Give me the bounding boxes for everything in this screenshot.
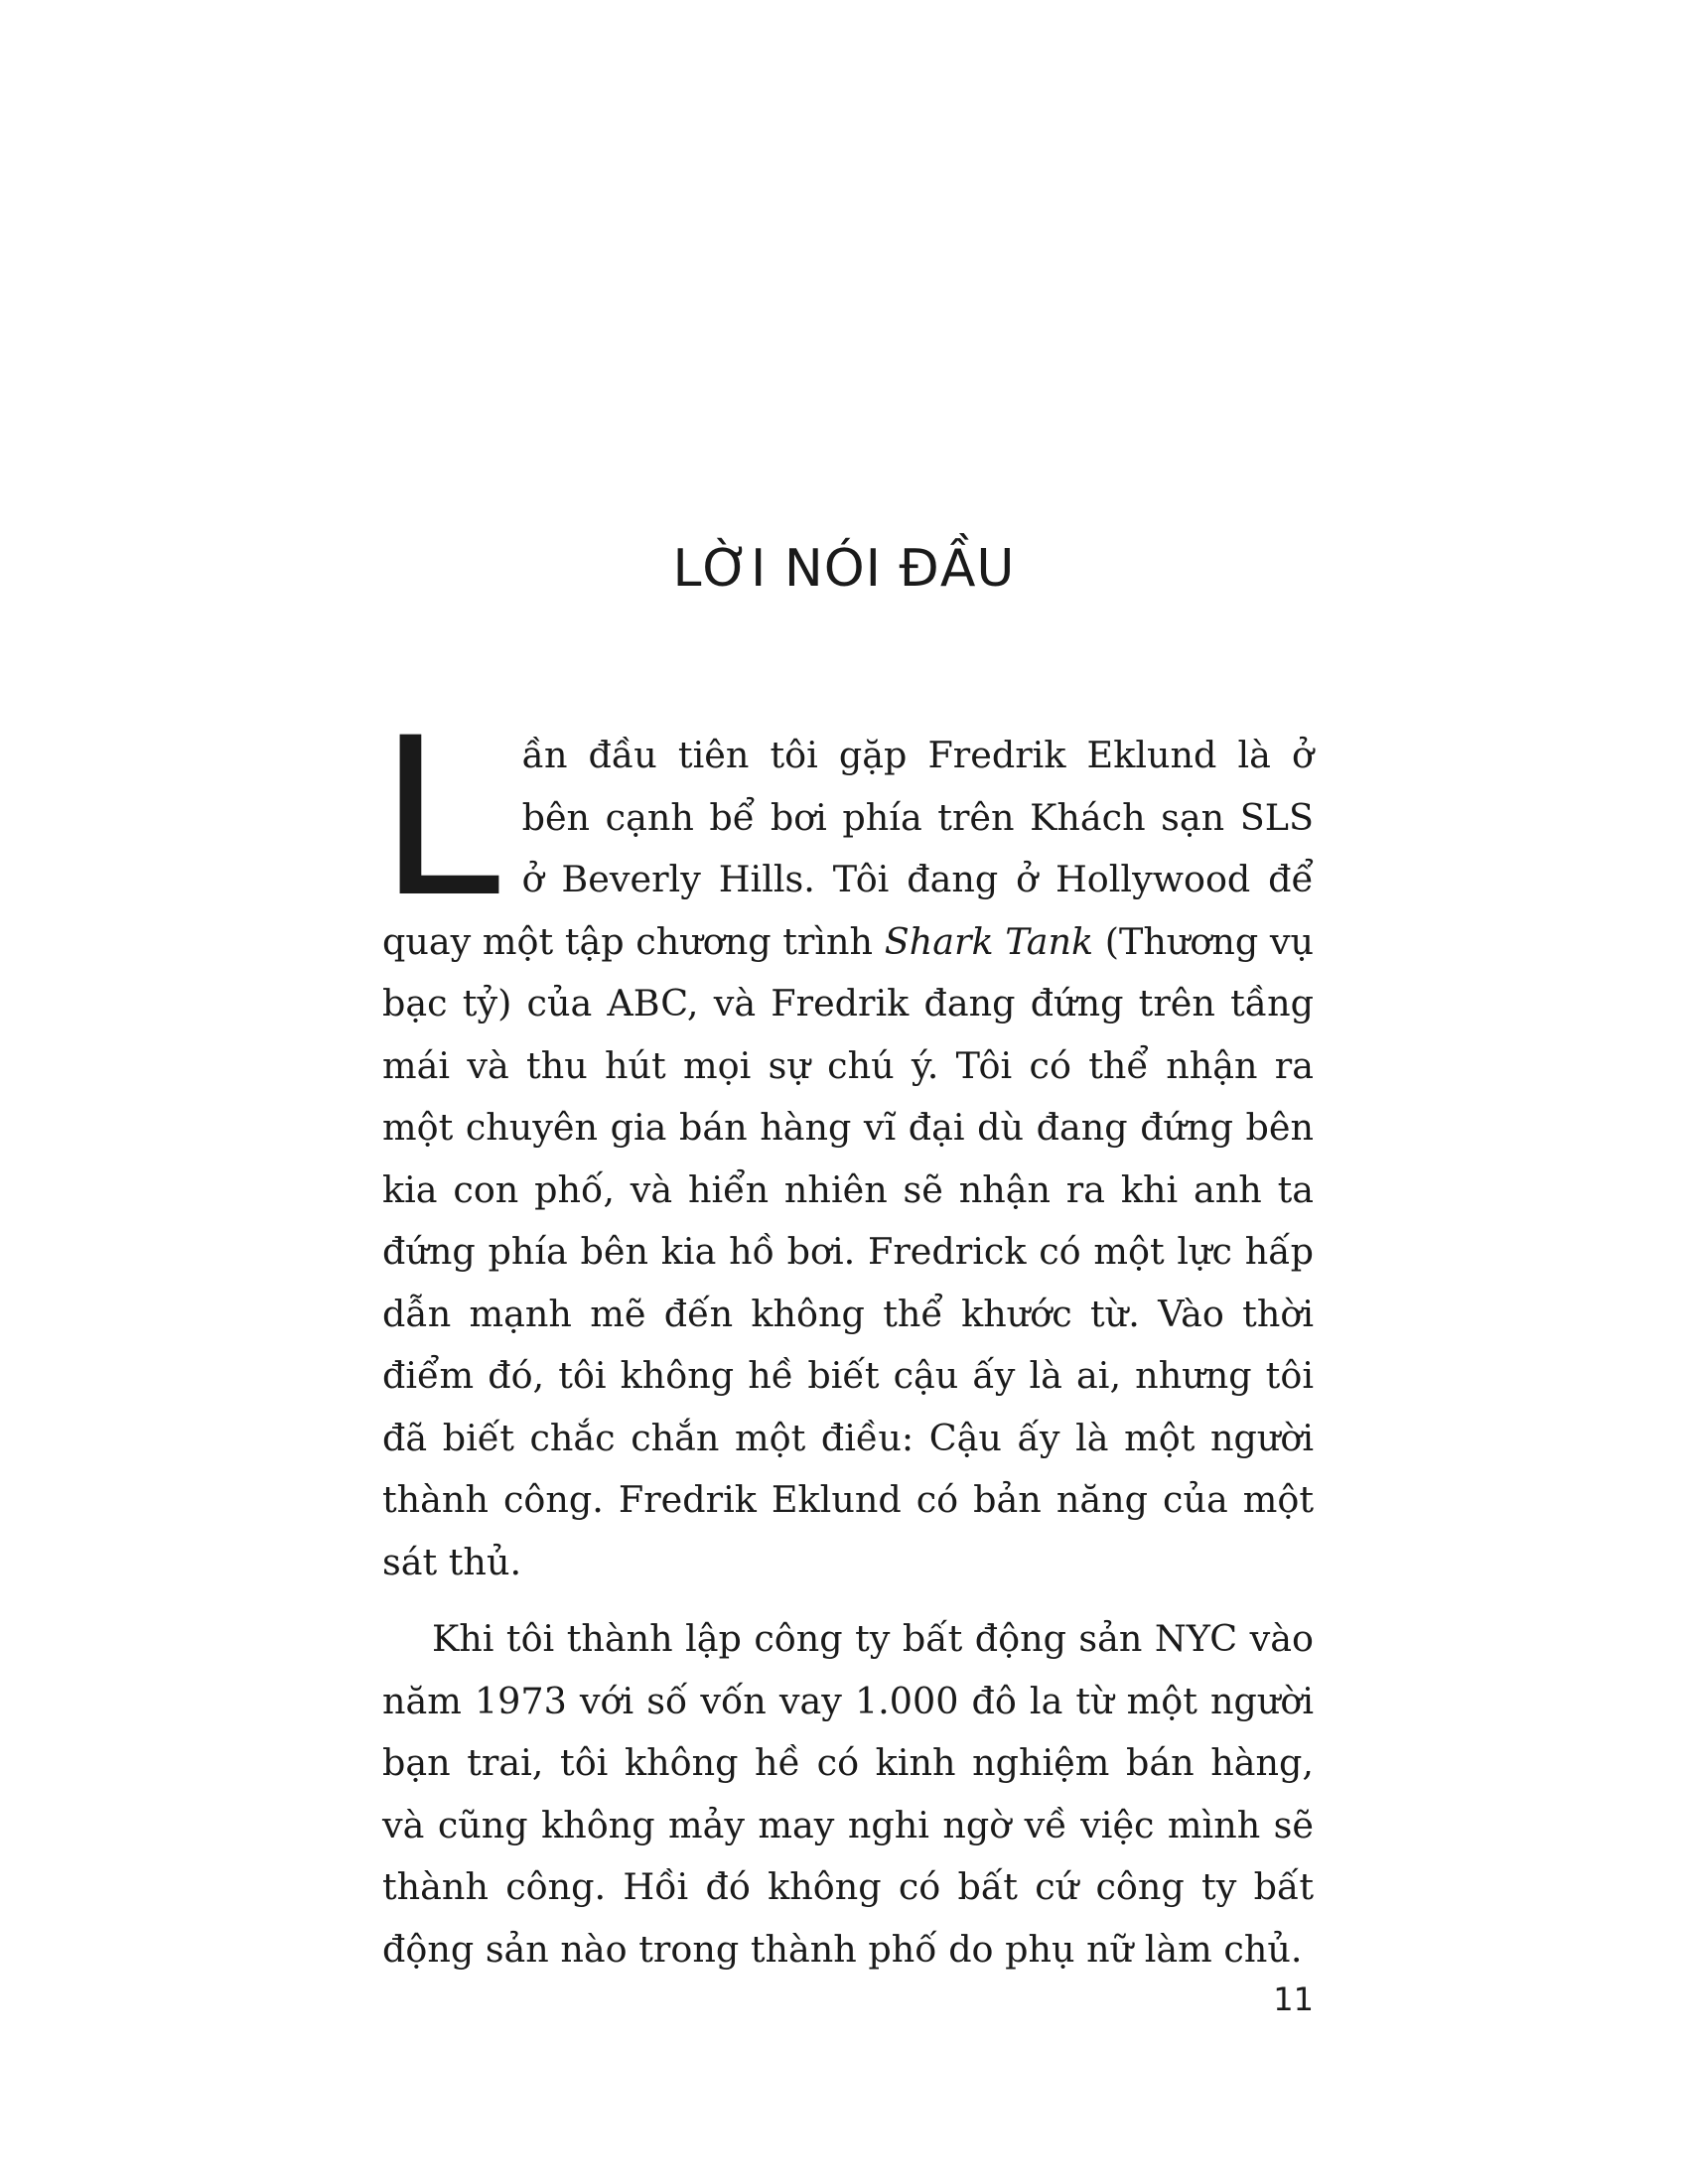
drop-cap-letter: L: [378, 691, 500, 945]
page-number: 11: [1273, 1980, 1314, 2018]
body-text: [378, 691, 1315, 1980]
paragraph-2: Khi tôi thành lập công ty bất động sản NYC vào năm 1973 với số vốn vay 1.000 đô la từ một người bạn trai, tôi không hề có kinh nghiệm bán hàng, và cũng không mảy may nghi ngờ về việc mình sẽ thành công. Hồi đó không có bất cứ công ty bất động sản nào trong thành phố do phụ nữ làm chủ.: [382, 1617, 1314, 1971]
paragraph-1-text-end: (Thương vụ bạc tỷ) của ABC, và Fredrik đang đứng trên tầng mái và thu hút mọi sự chú ý. Tôi có thể nhận ra một chuyên gia bán hàng vĩ đại dù đang đứng bên kia con phố, và hiển nhiên sẽ nhận ra khi anh ta đứng phía bên kia hồ bơi. Fredrick có một lực hấp dẫn mạnh mẽ đến không thể khước từ. Vào thời điểm đó, tôi không hề biết cậu ấy là ai, nhưng tôi đã biết chắc chắn một điều: Cậu ấy là một người thành công. Fredrik Eklund có bản năng của một sát thủ.: [382, 919, 1315, 1583]
paragraph-1-text-start: ần đầu tiên tôi gặp Fredrik Eklund là ở bên cạnh bể bơi phía trên Khách sạn SLS ở Beverly Hills. Tôi đang ở Hollywood để quay một tập chương trình: [382, 734, 1314, 963]
chapter-title: LỜI NÓI ĐẦU: [672, 539, 1016, 599]
show-title-emphasis: Shark Tank: [884, 919, 1094, 963]
paragraph-1: [378, 691, 1315, 1593]
